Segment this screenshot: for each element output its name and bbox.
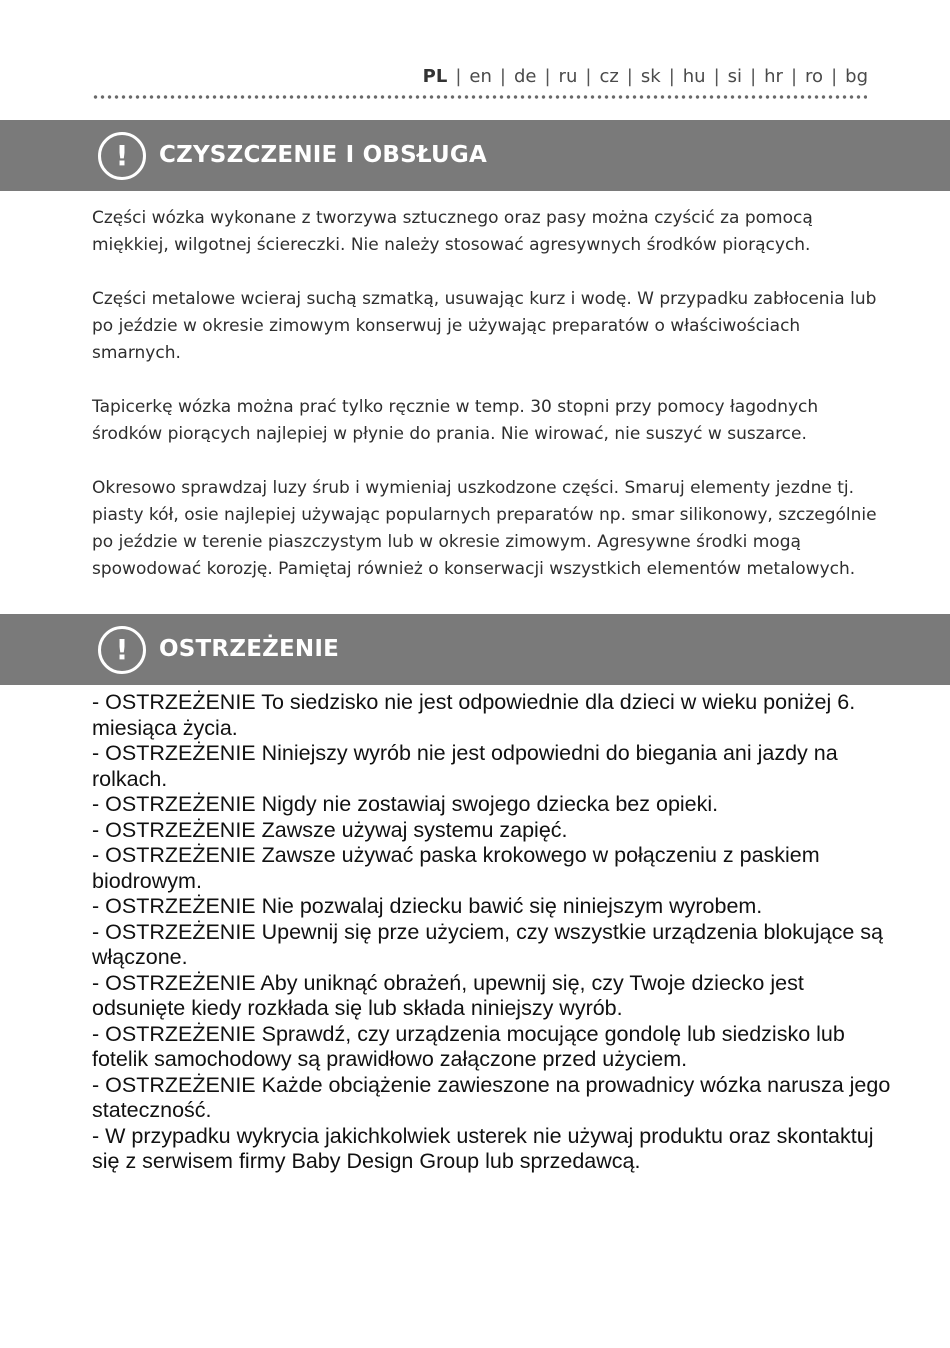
lang-separator: | <box>544 66 551 87</box>
lang-separator: | <box>668 66 675 87</box>
warning-item: - OSTRZEŻENIE To siedzisko nie jest odpowiednie dla dzieci w wieku poniżej 6. miesiąca życia. <box>92 690 856 740</box>
warning-item: - OSTRZEŻENIE Sprawdź, czy urządzenia mocujące gondolę lub siedzisko lub fotelik samochodowy są prawidłowo załączone przed użyciem. <box>92 1021 845 1071</box>
lang-separator: | <box>499 66 506 87</box>
cleaning-section-header <box>0 120 950 191</box>
warning-section-title: OSTRZEŻENIE <box>159 636 340 662</box>
lang-si[interactable]: si <box>727 66 743 87</box>
warning-item: - OSTRZEŻENIE Każde obciążenie zawieszone na prowadnicy wózka narusza jego stateczność. <box>92 1072 891 1122</box>
warning-list <box>92 690 892 1175</box>
cleaning-paragraph: Części wózka wykonane z tworzywa sztucznego oraz pasy można czyścić za pomocą miękkiej, wilgotnej ściereczki. Nie należy stosować agresywnych środków piorących. <box>92 208 813 255</box>
warning-item: - OSTRZEŻENIE Niniejszy wyrób nie jest odpowiedni do biegania ani jazdy na rolkach. <box>92 741 838 791</box>
lang-separator: | <box>831 66 838 87</box>
lang-separator: | <box>626 66 633 87</box>
lang-hr[interactable]: hr <box>764 66 783 87</box>
lang-pl[interactable]: PL <box>422 66 448 87</box>
warning-item: - OSTRZEŻENIE Nie pozwalaj dziecku bawić się niniejszym wyrobem. <box>92 894 763 918</box>
cleaning-section-title: CZYSZCZENIE I OBSŁUGA <box>159 142 487 168</box>
lang-en[interactable]: en <box>469 66 492 87</box>
cleaning-paragraph: Części metalowe wcieraj suchą szmatką, usuwając kurz i wodę. W przypadku zabłocenia lub po jeździe w okresie zimowym konserwuj je używając preparatów o właściwościach smarnych. <box>92 289 877 363</box>
lang-separator: | <box>750 66 757 87</box>
exclamation-circle-icon: ! <box>98 626 146 674</box>
lang-sk[interactable]: sk <box>640 66 661 87</box>
lang-separator: | <box>790 66 798 87</box>
lang-hu[interactable]: hu <box>682 66 706 87</box>
lang-de[interactable]: de <box>513 66 537 87</box>
cleaning-paragraph: Okresowo sprawdzaj luzy śrub i wymieniaj uszkodzone części. Smaruj elementy jezdne tj. piasty kół, osie najlepiej używając popularnych preparatów np. smar silikonowy, szczególnie po jeździe w terenie piaszczystym lub w okresie zimowym. Agresywne środki mogą spowodować korozję. Pamiętaj również o konserwacji wszystkich elementów metalowych. <box>92 478 877 579</box>
lang-separator: | <box>713 66 720 87</box>
warning-item: - OSTRZEŻENIE Aby uniknąć obrażeń, upewnij się, czy Twoje dziecko jest odsunięte kiedy rozkłada się lub składa niniejszy wyrób. <box>92 970 804 1020</box>
lang-bg[interactable]: bg <box>845 66 868 87</box>
lang-cz[interactable]: cz <box>599 66 619 87</box>
lang-ro[interactable]: ro <box>805 66 824 87</box>
warning-item: - OSTRZEŻENIE Zawsze używać paska krokowego w połączeniu z paskiem biodrowym. <box>92 843 820 893</box>
lang-separator: | <box>585 66 592 87</box>
cleaning-section-body <box>92 205 882 610</box>
warning-item: - OSTRZEŻENIE Upewnij się prze użyciem, czy wszystkie urządzenia blokujące są włączone. <box>92 919 883 969</box>
lang-separator: | <box>455 66 462 87</box>
exclamation-circle-icon: ! <box>98 132 146 180</box>
warning-section-header <box>0 614 950 685</box>
lang-ru[interactable]: ru <box>558 66 578 87</box>
warning-item: - OSTRZEŻENIE Zawsze używaj systemu zapięć. <box>92 817 568 842</box>
warning-item: - OSTRZEŻENIE Nigdy nie zostawiaj swojego dziecka bez opieki. <box>92 792 719 816</box>
language-selector <box>423 66 868 87</box>
cleaning-paragraph: Tapicerkę wózka można prać tylko ręcznie w temp. 30 stopni przy pomocy łagodnych środków piorących najlepiej w płynie do prania. Nie wirować, nie suszyć w suszarce. <box>92 397 819 444</box>
warning-item: - W przypadku wykrycia jakichkolwiek usterek nie używaj produktu oraz skontaktuj się z serwisem firmy Baby Design Group lub sprzedawcą. <box>92 1123 874 1173</box>
dotted-divider <box>92 94 867 100</box>
